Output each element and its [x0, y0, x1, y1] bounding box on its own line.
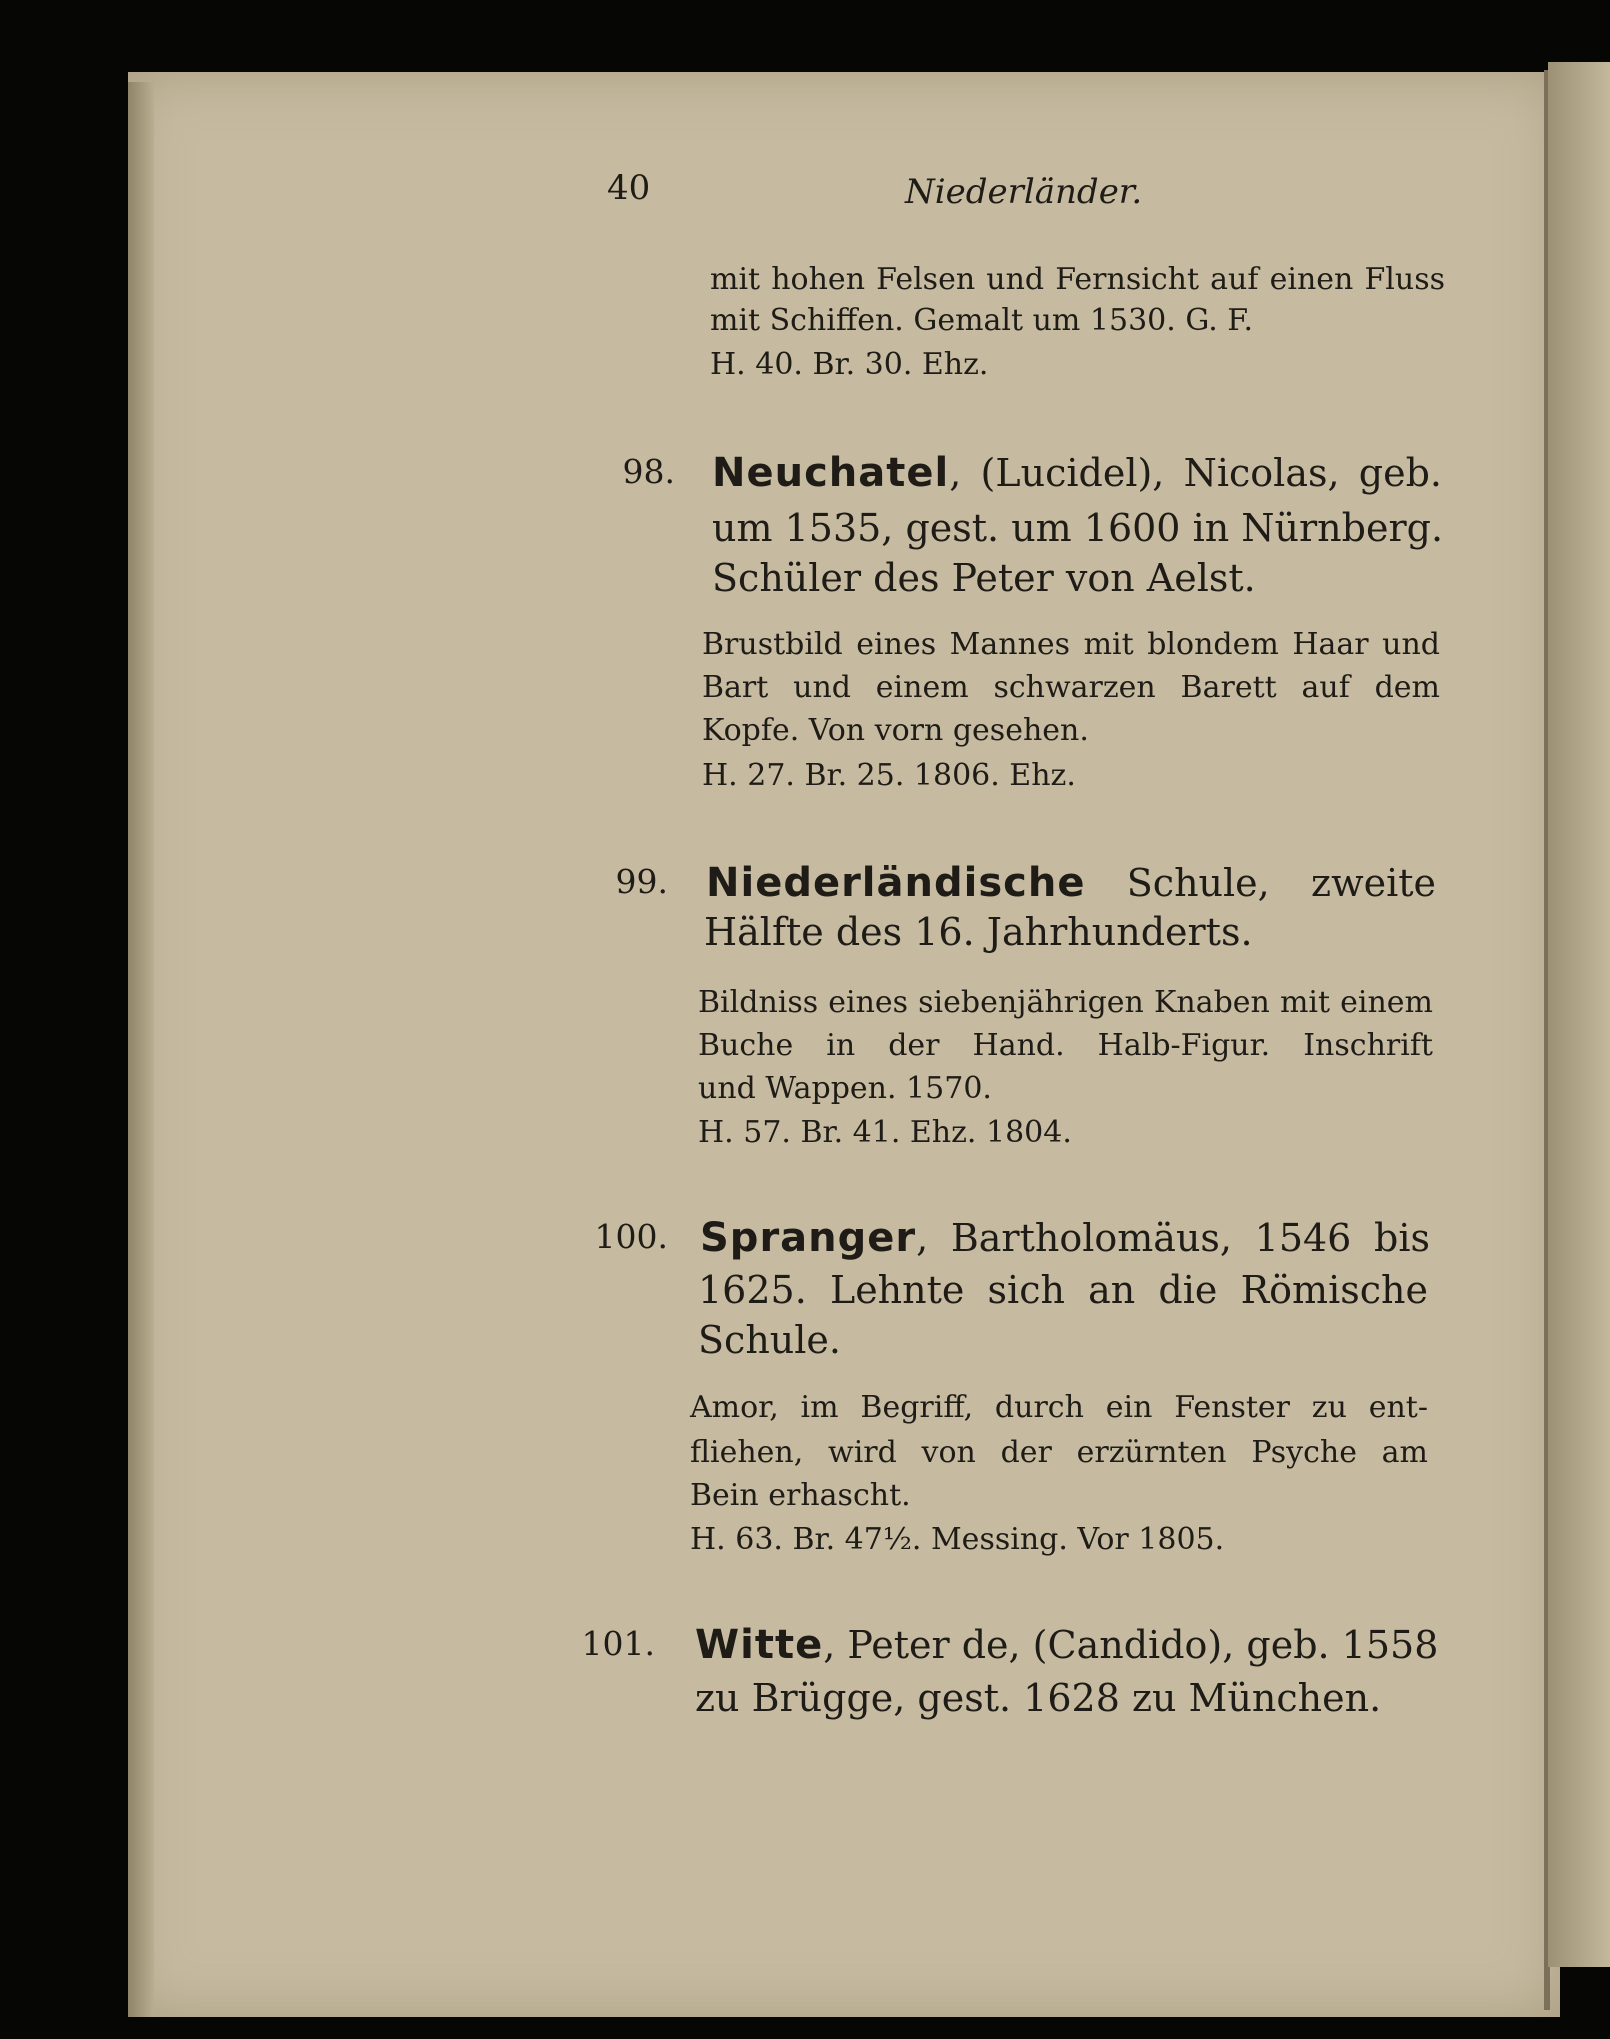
- facing-page-edge: [1548, 62, 1610, 1967]
- entry-line: 1625. Lehnte sich an die Römische: [698, 1268, 1428, 1312]
- continuation-line: mit Schiffen. Gemalt um 1530. G. F.: [710, 303, 1253, 338]
- description-line: Kopfe. Von vorn gesehen.: [702, 713, 1089, 748]
- entry-line: Hälfte des 16. Jahrhunderts.: [704, 910, 1253, 954]
- artist-name: Spranger: [700, 1215, 917, 1261]
- continuation-line: mit hohen Felsen und Fernsicht auf einen Fluss: [710, 262, 1445, 297]
- artist-name: Niederländische: [706, 860, 1086, 906]
- description-line: Buche in der Hand. Halb-Figur. Inschrift: [698, 1028, 1433, 1063]
- running-head: Niederländer.: [905, 172, 1143, 212]
- artist-name: Neuchatel: [712, 450, 950, 496]
- description-line: Bildniss eines siebenjährigen Knaben mit einem: [698, 985, 1433, 1020]
- heading-text: , Peter de, (Candido), geb. 1558: [823, 1623, 1439, 1667]
- description-line: Bein erhascht.: [690, 1478, 911, 1513]
- description-line: fliehen, wird von der erzürnten Psyche am: [690, 1435, 1428, 1470]
- entry-number: 100.: [594, 1217, 668, 1256]
- entry-line: Schule.: [698, 1318, 841, 1362]
- entry-number: 101.: [581, 1624, 655, 1663]
- entry-heading-line: [695, 1622, 1439, 1668]
- entry-number: 98.: [622, 452, 675, 491]
- description-line: H. 63. Br. 47½. Messing. Vor 1805.: [690, 1522, 1225, 1557]
- description-line: Brustbild eines Mannes mit blondem Haar und: [702, 627, 1440, 662]
- description-line: Amor, im Begriff, durch ein Fenster zu ent-: [690, 1390, 1428, 1425]
- heading-text: , (Lucidel), Nicolas, geb.: [949, 451, 1442, 495]
- description-line: und Wappen. 1570.: [698, 1071, 992, 1106]
- page-edge: [128, 82, 154, 2017]
- entry-number: 99.: [615, 862, 668, 901]
- entry-line: um 1535, gest. um 1600 in Nürnberg.: [712, 506, 1444, 550]
- description-line: H. 27. Br. 25. 1806. Ehz.: [702, 758, 1076, 793]
- entry-heading-line: [706, 860, 1436, 906]
- heading-text: , Bartholomäus, 1546 bis: [916, 1216, 1430, 1260]
- description-line: H. 57. Br. 41. Ehz. 1804.: [698, 1115, 1072, 1150]
- description-line: Bart und einem schwarzen Barett auf dem: [702, 670, 1440, 705]
- entry-heading-line: [700, 1215, 1430, 1261]
- artist-name: Witte: [695, 1622, 824, 1668]
- heading-text: Schule, zweite: [1085, 861, 1436, 905]
- entry-line: Schüler des Peter von Aelst.: [712, 556, 1256, 600]
- continuation-line: H. 40. Br. 30. Ehz.: [710, 347, 989, 382]
- entry-line: zu Brügge, gest. 1628 zu München.: [695, 1676, 1382, 1720]
- entry-heading-line: [712, 450, 1442, 496]
- page-number: 40: [607, 168, 651, 208]
